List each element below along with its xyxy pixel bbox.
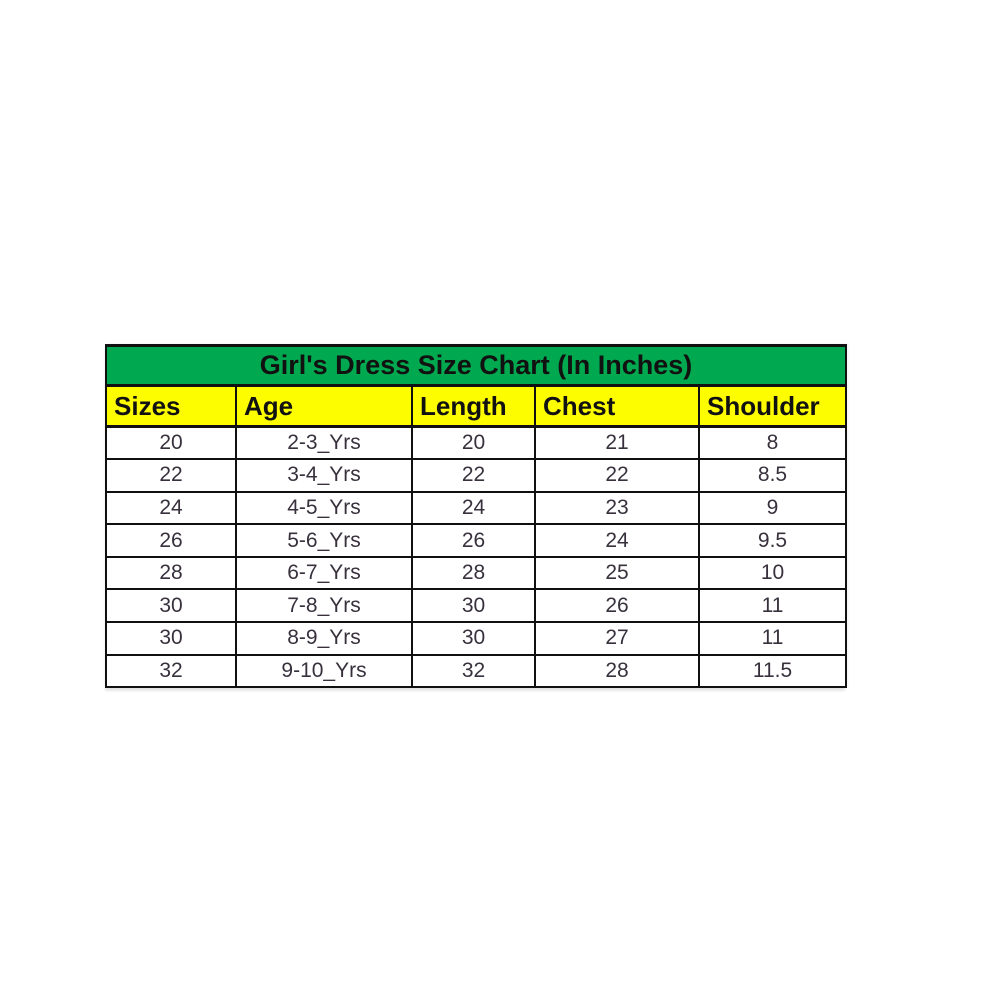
table-cell: 26 <box>412 524 535 557</box>
table-cell: 22 <box>412 459 535 492</box>
table-cell: 7-8_Yrs <box>236 589 412 622</box>
table-cell: 28 <box>535 655 699 688</box>
table-cell: 11 <box>699 589 846 622</box>
column-header-sizes: Sizes <box>106 386 236 427</box>
table-cell: 30 <box>106 589 236 622</box>
table-cell: 9-10_Yrs <box>236 655 412 688</box>
table-cell: 23 <box>535 492 699 525</box>
size-chart-table <box>105 344 845 688</box>
table-header-row <box>106 386 846 427</box>
table-cell: 4-5_Yrs <box>236 492 412 525</box>
table-cell: 22 <box>106 459 236 492</box>
column-header-chest: Chest <box>535 386 699 427</box>
table-cell: 3-4_Yrs <box>236 459 412 492</box>
table-cell: 9.5 <box>699 524 846 557</box>
column-header-shoulder: Shoulder <box>699 386 846 427</box>
table-cell: 28 <box>412 557 535 590</box>
table-cell: 5-6_Yrs <box>236 524 412 557</box>
table-row <box>106 459 846 492</box>
table-cell: 8.5 <box>699 459 846 492</box>
table-cell: 27 <box>535 622 699 655</box>
table-title: Girl's Dress Size Chart (In Inches) <box>106 346 846 386</box>
table-row <box>106 427 846 460</box>
table-cell: 10 <box>699 557 846 590</box>
table-row <box>106 655 846 688</box>
table-row <box>106 524 846 557</box>
table-cell: 26 <box>106 524 236 557</box>
table-cell: 11.5 <box>699 655 846 688</box>
table-cell: 9 <box>699 492 846 525</box>
column-header-length: Length <box>412 386 535 427</box>
table-cell: 20 <box>412 427 535 460</box>
size-chart <box>105 344 847 688</box>
table-cell: 22 <box>535 459 699 492</box>
table-cell: 30 <box>412 622 535 655</box>
table-cell: 21 <box>535 427 699 460</box>
table-cell: 11 <box>699 622 846 655</box>
table-cell: 24 <box>535 524 699 557</box>
table-cell: 32 <box>106 655 236 688</box>
table-title-row <box>106 346 846 386</box>
table-cell: 2-3_Yrs <box>236 427 412 460</box>
table-cell: 25 <box>535 557 699 590</box>
table-cell: 24 <box>412 492 535 525</box>
table-cell: 32 <box>412 655 535 688</box>
table-row <box>106 492 846 525</box>
table-cell: 28 <box>106 557 236 590</box>
table-row <box>106 589 846 622</box>
table-cell: 20 <box>106 427 236 460</box>
column-header-age: Age <box>236 386 412 427</box>
table-cell: 6-7_Yrs <box>236 557 412 590</box>
table-cell: 24 <box>106 492 236 525</box>
table-cell: 8-9_Yrs <box>236 622 412 655</box>
table-row <box>106 622 846 655</box>
table-cell: 30 <box>106 622 236 655</box>
table-cell: 8 <box>699 427 846 460</box>
table-row <box>106 557 846 590</box>
table-cell: 26 <box>535 589 699 622</box>
table-cell: 30 <box>412 589 535 622</box>
